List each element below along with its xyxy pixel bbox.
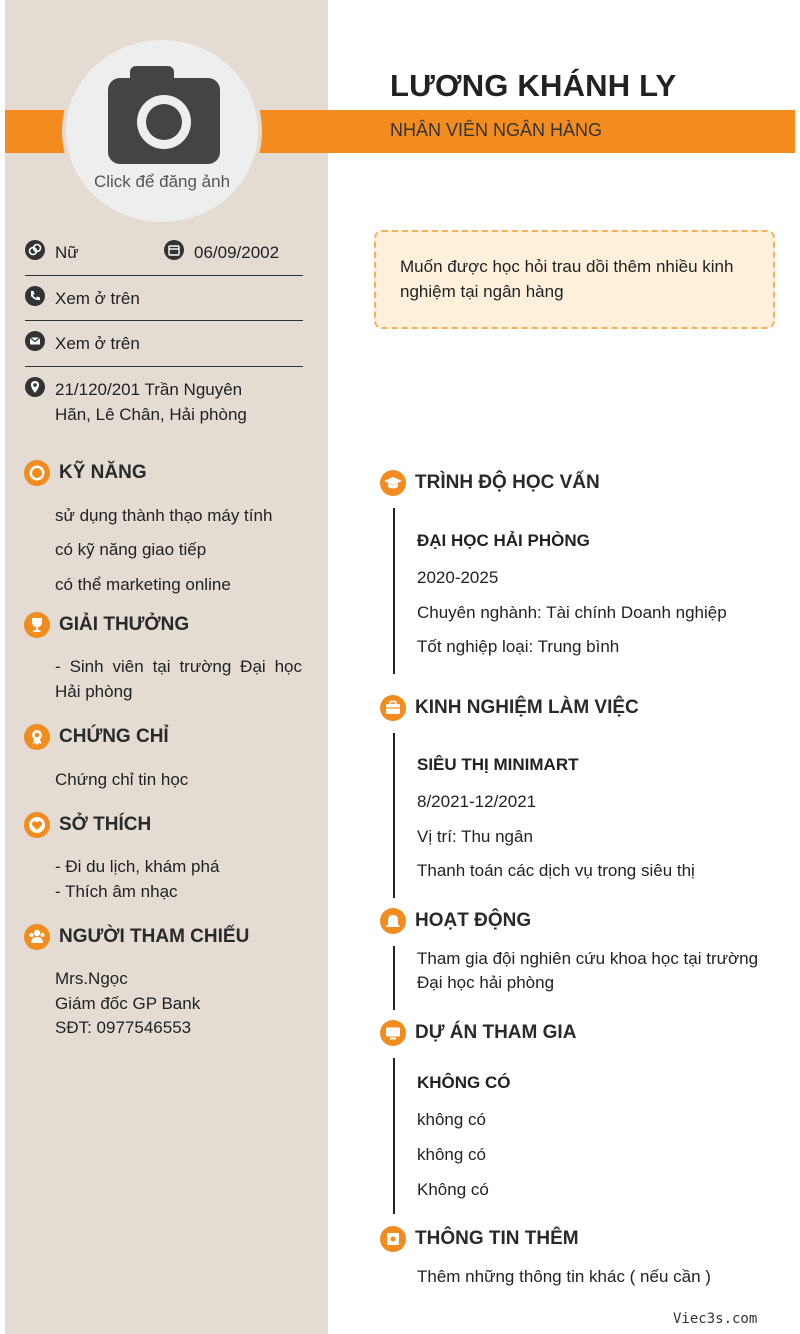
reference-position: Giám đốc GP Bank: [55, 994, 201, 1013]
heart-icon: [24, 812, 50, 838]
experience-heading: KINH NGHIỆM LÀM VIỆC: [415, 697, 639, 718]
divider: [25, 320, 303, 321]
phone-value: Xem ở trên: [55, 289, 140, 308]
awards-heading: GIẢI THƯỞNG: [59, 614, 190, 635]
activity-line-1: Tham gia đội nghiên cứu khoa học tại trường: [417, 949, 759, 968]
skills-header: [24, 460, 147, 486]
photo-caption: Click để đăng ảnh: [93, 172, 231, 191]
awards-header: [24, 612, 189, 638]
candidate-name: LƯƠNG KHÁNH LY: [390, 68, 677, 103]
additional-info-text: Thêm những thông tin khác ( nếu cần ): [417, 1267, 711, 1286]
additional-info-heading: THÔNG TIN THÊM: [415, 1228, 579, 1249]
gender-value: Nữ: [55, 243, 79, 262]
reference-name: Mrs.Ngọc: [55, 969, 128, 988]
hobby-item: - Đi du lịch, khám phá: [55, 857, 220, 876]
education-heading: TRÌNH ĐỘ HỌC VẤN: [415, 472, 600, 493]
experience-position: Vị trí: Thu ngân: [417, 827, 533, 846]
address-line-1: 21/120/201 Trần Nguyên: [55, 380, 243, 399]
timeline-line: [393, 1058, 395, 1214]
education-period: 2020-2025: [417, 568, 499, 587]
monitor-icon: [380, 1020, 406, 1046]
job-title: NHÂN VIÊN NGÂN HÀNG: [390, 120, 603, 140]
profile-photo-placeholder[interactable]: [62, 36, 262, 226]
divider: [25, 275, 303, 276]
company-name: SIÊU THỊ MINIMART: [417, 755, 579, 774]
location-pin-icon: [25, 377, 45, 397]
project-detail: không có: [417, 1110, 486, 1129]
trophy-icon: [24, 612, 50, 638]
gender-icon: [25, 240, 45, 260]
certificate-item: Chứng chỉ tin học: [55, 770, 189, 789]
activities-heading: HOẠT ĐỘNG: [415, 910, 532, 931]
skill-item: sử dụng thành thạo máy tính: [55, 506, 273, 525]
projects-heading: DỰ ÁN THAM GIA: [415, 1022, 577, 1043]
references-header: [24, 924, 249, 950]
project-name: KHÔNG CÓ: [417, 1073, 511, 1092]
sun-icon: [24, 460, 50, 486]
project-detail: không có: [417, 1145, 486, 1164]
timeline-line: [393, 508, 395, 674]
address-line-2: Hãn, Lê Chân, Hải phòng: [55, 405, 247, 424]
briefcase-icon: [380, 695, 406, 721]
experience-header: [380, 695, 639, 721]
address-row: [25, 377, 303, 427]
timeline-line: [393, 946, 395, 1010]
calendar-icon: [164, 240, 184, 260]
references-heading: NGƯỜI THAM CHIẾU: [59, 926, 250, 947]
watermark: Viec3s.com: [673, 1311, 758, 1327]
additional-info-header: [380, 1226, 579, 1252]
experience-period: 8/2021-12/2021: [417, 792, 537, 811]
project-detail: Không có: [417, 1180, 489, 1199]
education-grade: Tốt nghiệp loại: Trung bình: [417, 637, 620, 656]
people-icon: [24, 924, 50, 950]
education-major: Chuyên nghành: Tài chính Doanh nghiệp: [417, 603, 727, 622]
birthday-row: [164, 240, 304, 265]
hobbies-header: [24, 812, 151, 838]
phone-row: [25, 286, 303, 311]
timeline-line: [393, 733, 395, 898]
phone-icon: [25, 286, 45, 306]
activity-line-2: Đại học hải phòng: [417, 973, 555, 992]
email-row: [25, 331, 303, 356]
hobbies-heading: SỞ THÍCH: [59, 814, 152, 835]
school-name: ĐẠI HỌC HẢI PHÒNG: [417, 531, 590, 550]
email-value: Xem ở trên: [55, 334, 140, 353]
experience-description: Thanh toán các dịch vụ trong siêu thị: [417, 861, 695, 880]
awards-text: - Sinh viên tại trường Đại học Hải phòng: [55, 657, 302, 701]
address-value: [55, 377, 247, 427]
reference-phone: SĐT: 0977546553: [55, 1018, 192, 1037]
birthday-value: 06/09/2002: [194, 243, 280, 262]
email-icon: [25, 331, 45, 351]
graduation-cap-icon: [380, 470, 406, 496]
certificates-header: [24, 724, 169, 750]
projects-header: [380, 1020, 576, 1046]
education-header: [380, 470, 600, 496]
hobby-item: - Thích âm nhạc: [55, 882, 178, 901]
certificates-heading: CHỨNG CHỈ: [59, 726, 169, 747]
activities-header: [380, 908, 531, 934]
skill-item: có thể marketing online: [55, 575, 231, 594]
skills-heading: KỸ NĂNG: [59, 462, 147, 483]
skill-item: có kỹ năng giao tiếp: [55, 540, 207, 559]
divider: [25, 366, 303, 367]
career-objective: Muốn được học hỏi trau dồi thêm nhiều kinh nghiệm tại ngân hàng: [374, 230, 775, 329]
puzzle-icon: [380, 1226, 406, 1252]
bell-icon: [380, 908, 406, 934]
camera-icon: [108, 64, 220, 164]
medal-icon: [24, 724, 50, 750]
